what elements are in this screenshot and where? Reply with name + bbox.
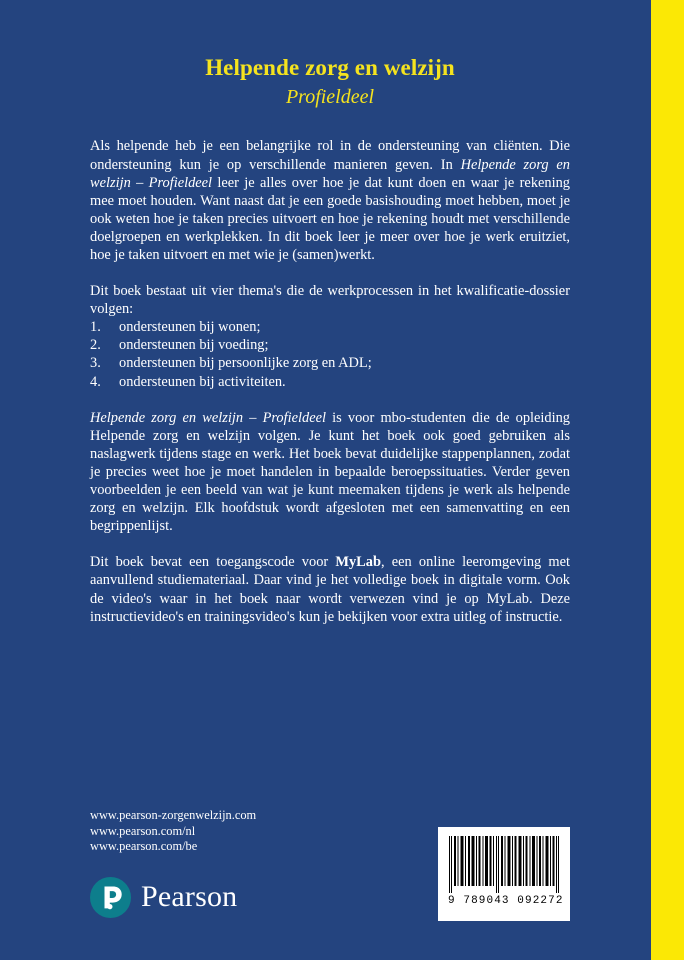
themes-list [90, 318, 570, 390]
list-item-number: 2. [90, 337, 101, 354]
paragraph-audience-text: is voor mbo-studenten die de opleiding Helpende zorg en welzijn volgen. Je kunt het boek ook goed gebruiken als naslagwerk tijdens stage en werk. Het boek bevat duidelijke stappenplannen, zodat je precies weet hoe je moet handelen in bepaalde beroepssituaties. Verder geven voorbeelden je een beeld van wat je kunt meemaken tijdens je werk als helpende zorg en welzijn. Elk hoofdstuk wordt afgesloten met een samenvatting en een begrippenlijst. [90, 409, 570, 535]
list-item [90, 373, 570, 391]
list-item-label: ondersteunen bij wonen; [119, 319, 261, 336]
list-item-label: ondersteunen bij voeding; [119, 337, 269, 354]
paragraph-mylab-text-2: , een online leeromgeving met aanvullend studiemateriaal. Daar vind je het volledige boek in digitale vorm. Ook de video's waar in het boek naar wordt verwezen vind je op MyLab. Deze instructievideo's en trainingsvideo's kun je bekijken voor extra uitleg of instructie. [90, 554, 570, 625]
paragraph-intro [90, 137, 570, 264]
pearson-interrobang-icon [90, 877, 131, 918]
list-item-number: 4. [90, 373, 101, 390]
paragraph-mylab [90, 553, 570, 625]
url-pearson-be[interactable]: www.pearson.com/be [90, 839, 198, 854]
isbn-digits: 9 789043 092272 [448, 895, 564, 907]
publisher-name: Pearson [141, 880, 238, 914]
paragraph-audience [90, 409, 570, 536]
list-item [90, 354, 570, 372]
page-title: Helpende zorg en welzijn [205, 55, 455, 80]
cover-content [90, 0, 570, 626]
barcode-bars [448, 836, 560, 893]
isbn-barcode [438, 827, 570, 921]
list-item-label: ondersteunen bij activiteiten. [119, 373, 286, 390]
list-item [90, 336, 570, 354]
mylab-brand: MyLab [335, 554, 381, 571]
title-block [90, 0, 570, 109]
list-item-label: ondersteunen bij persoonlijke zorg en ADL; [119, 355, 372, 372]
url-pearson-nl[interactable]: www.pearson.com/nl [90, 823, 196, 838]
list-item [90, 318, 570, 336]
spine-stripe [651, 0, 684, 960]
list-item-number: 3. [90, 355, 101, 372]
url-zorgenwelzijn[interactable]: www.pearson-zorgenwelzijn.com [90, 808, 257, 822]
paragraph-intro-emphasis: Helpende zorg en welzijn – Profieldeel [90, 156, 570, 191]
paragraph-intro-text-2: leer je alles over hoe je dat kunt doen en waar je rekening mee moet houden. Want naast dat je een goede basishouding moet hebben, moet je ook weten hoe je taken precies uitvoert en hoe je rekening houdt met verschillende doelgroepen en werkplekken. In dit boek leer je meer over hoe je werk eruitziet, hoe je taken uitvoert en met wie je (samen)werkt. [90, 174, 570, 263]
paragraph-audience-emphasis: Helpende zorg en welzijn – Profieldeel [90, 409, 326, 426]
page-subtitle: Profieldeel [285, 86, 375, 109]
paragraph-themes-lead: Dit boek bestaat uit vier thema's die de werkprocessen in het kwalificatie-dossier volgen: [90, 283, 570, 318]
list-item-number: 1. [90, 319, 101, 336]
paragraph-mylab-text-1: Dit boek bevat een toegangscode voor [90, 554, 336, 571]
paragraph-intro-text-1: Als helpende heb je een belangrijke rol in de ondersteuning van cliënten. Die ondersteuning kun je op verschillende manieren geven. In [90, 138, 570, 173]
